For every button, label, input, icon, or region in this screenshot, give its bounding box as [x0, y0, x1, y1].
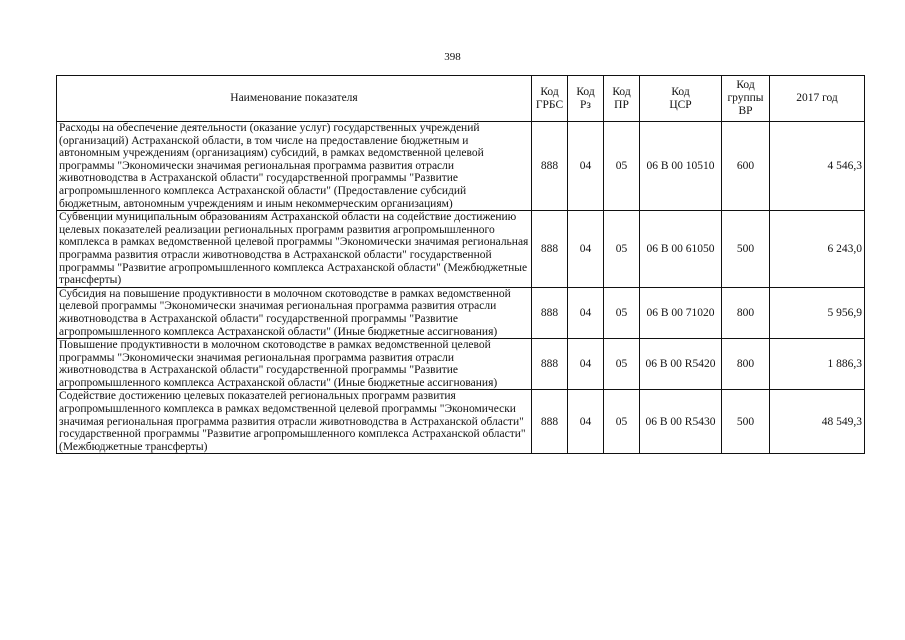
table-header-row — [57, 76, 865, 122]
row-grbs: 888 — [532, 287, 568, 338]
row-grbs: 888 — [532, 211, 568, 288]
row-amount: 5 956,9 — [770, 287, 865, 338]
row-rz: 04 — [568, 287, 604, 338]
row-name: Расходы на обеспечение деятельности (оказание услуг) государственных учреждений (организаций) Астраханской области, в том числе на предоставление бюджетным и автономным учреждениям (организациям) субсидий, в рамках ведомственной целевой программы "Экономически значимая региональная программа развития отрасли животноводства в Астраханской области" государственной программы "Развитие агропромышленного комплекса Астраханской области" (Предоставление субсидий бюджетным, автономным учреждениям и иным некоммерческим организациям) — [57, 122, 532, 211]
row-pr: 05 — [604, 122, 640, 211]
row-csr: 06 В 00 61050 — [640, 211, 722, 288]
row-name: Субсидия на повышение продуктивности в молочном скотоводстве в рамках ведомственной целевой программы "Экономически значимая региональная программа развития отрасли животноводства в Астраханской области" государственной программы "Развитие агропромышленного комплекса Астраханской области" (Иные бюджетные ассигнования) — [57, 287, 532, 338]
row-vr: 500 — [722, 390, 770, 454]
row-rz: 04 — [568, 390, 604, 454]
row-csr: 06 В 00 71020 — [640, 287, 722, 338]
table-row — [57, 390, 865, 454]
row-amount: 1 886,3 — [770, 339, 865, 390]
row-vr: 600 — [722, 122, 770, 211]
row-grbs: 888 — [532, 122, 568, 211]
row-csr: 06 В 00 R5420 — [640, 339, 722, 390]
row-amount: 48 549,3 — [770, 390, 865, 454]
table-row — [57, 211, 865, 288]
row-rz: 04 — [568, 339, 604, 390]
row-amount: 4 546,3 — [770, 122, 865, 211]
header-rz: Код Рз — [568, 76, 604, 122]
row-csr: 06 В 00 10510 — [640, 122, 722, 211]
row-amount: 6 243,0 — [770, 211, 865, 288]
row-pr: 05 — [604, 211, 640, 288]
row-grbs: 888 — [532, 390, 568, 454]
row-vr: 500 — [722, 211, 770, 288]
header-year: 2017 год — [770, 76, 865, 122]
row-rz: 04 — [568, 122, 604, 211]
page-number: 398 — [444, 51, 461, 63]
row-vr: 800 — [722, 339, 770, 390]
table-row — [57, 122, 865, 211]
row-pr: 05 — [604, 287, 640, 338]
row-csr: 06 В 00 R5430 — [640, 390, 722, 454]
row-rz: 04 — [568, 211, 604, 288]
header-vr: Код группы ВР — [722, 76, 770, 122]
header-pr: Код ПР — [604, 76, 640, 122]
row-name: Содействие достижению целевых показателей региональных программ развития агропромышленного комплекса в рамках ведомственной целевой программы "Экономически значимая региональная программа развития отрасли животноводства в Астраханской области" государственной программы "Развитие агропромышленного комплекса Астраханской области" (Межбюджетные трансферты) — [57, 390, 532, 454]
row-name: Субвенции муниципальным образованиям Астраханской области на содействие достижению целевых показателей реализации региональных программ развития агропромышленного комплекса в рамках ведомственной целевой программы "Экономически значимая региональная программа развития отрасли животноводства в Астраханской области" государственной программы "Развитие агропромышленного комплекса Астраханской области" (Межбюджетные трансферты) — [57, 211, 532, 288]
budget-table — [56, 75, 865, 454]
row-grbs: 888 — [532, 339, 568, 390]
table-row — [57, 287, 865, 338]
row-vr: 800 — [722, 287, 770, 338]
header-name: Наименование показателя — [57, 76, 532, 122]
header-csr: Код ЦСР — [640, 76, 722, 122]
table-row — [57, 339, 865, 390]
header-grbs: Код ГРБС — [532, 76, 568, 122]
row-pr: 05 — [604, 339, 640, 390]
row-pr: 05 — [604, 390, 640, 454]
row-name: Повышение продуктивности в молочном скотоводстве в рамках ведомственной целевой программы "Экономически значимая региональная программа развития отрасли животноводства в Астраханской области" государственной программы "Развитие агропромышленного комплекса Астраханской области" (Иные бюджетные ассигнования) — [57, 339, 532, 390]
